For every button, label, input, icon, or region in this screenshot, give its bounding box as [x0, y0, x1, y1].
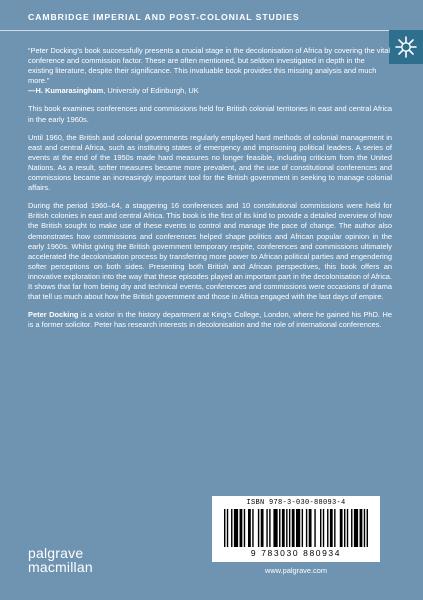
springer-nature-star-icon	[389, 30, 423, 64]
series-title: CAMBRIDGE IMPERIAL AND POST-COLONIAL STUDIES	[28, 12, 300, 22]
author-bio-text: is a visitor in the history department at King’s College, London, where he gained his PhD. He is a former solicitor. Peter has research interests in decolonisation and the role of international conferences.	[28, 310, 392, 330]
publisher-logo-line2: macmillan	[28, 559, 93, 575]
blurb	[28, 46, 392, 338]
barcode	[212, 496, 380, 562]
publisher-logo	[28, 546, 93, 575]
publisher-badge	[389, 30, 423, 64]
author-name: Peter Docking	[28, 310, 79, 320]
barcode-number: 9 783030 880934	[250, 548, 342, 558]
endorser-affiliation: , University of Edinburgh, UK	[103, 86, 199, 96]
summary-paragraph: This book examines conferences and commissions held for British colonial territories in east and central Africa in the early 1960s.	[28, 104, 392, 124]
barcode-bars	[224, 509, 368, 547]
publisher-url: www.palgrave.com	[264, 566, 328, 575]
context-paragraph: Until 1960, the British and colonial governments regularly employed hard methods of colonial management in east and central Africa, such as instituting states of emergency and imprisoning political leaders. A series of events at the end of the 1950s made hard measures no longer feasible, including criticism from the United Nations. As a result, softer measures became more prevalent, and the use of constitutional conferences and commissions became an increasingly important tool for the British government in seeking to manage colonial affairs.	[28, 132, 392, 193]
isbn-label: ISBN 978-3-030-88093-4	[246, 499, 346, 507]
author-bio	[28, 310, 392, 330]
header-divider	[0, 30, 423, 31]
endorsement-quote: “Peter Docking’s book successfully presents a crucial stage in the decolonisation of Africa by covering the vital conference and commission factor. These are often mentioned, but seldom investigated in depth in the existing literature, despite their significance. This invaluable book provides this missing analysis and much more.”	[28, 46, 391, 86]
endorsement-attribution	[28, 86, 392, 96]
detail-paragraph: During the period 1960–64, a staggering 16 conferences and 10 constitutional commissions were held for British colonies in east and central Africa. This book is the first of its kind to provide a detailed overview of how the British sought to make use of these events to control and manage the pace of change. The author also demonstrates how commissions and conferences helped shape politics and African popular opinion in the early 1960s. Whilst giving the British government temporary respite, conferences and commissions ultimately accelerated the decolonisation process by transferring more power to African political parties and engendering softer perceptions on both sides. Presenting both British and African perspectives, this book offers an innovative exploration into the way that these episodes played an important part in the decolonisation of Africa. It shows that far from being dry and technical events, conferences and commissions were occasions of drama that tell us much about how the British government and those in Africa engaged with the last days of empire.	[28, 201, 392, 302]
endorser-name: —H. Kumarasingham	[28, 86, 104, 96]
publisher-logo-line1: palgrave	[28, 545, 84, 561]
